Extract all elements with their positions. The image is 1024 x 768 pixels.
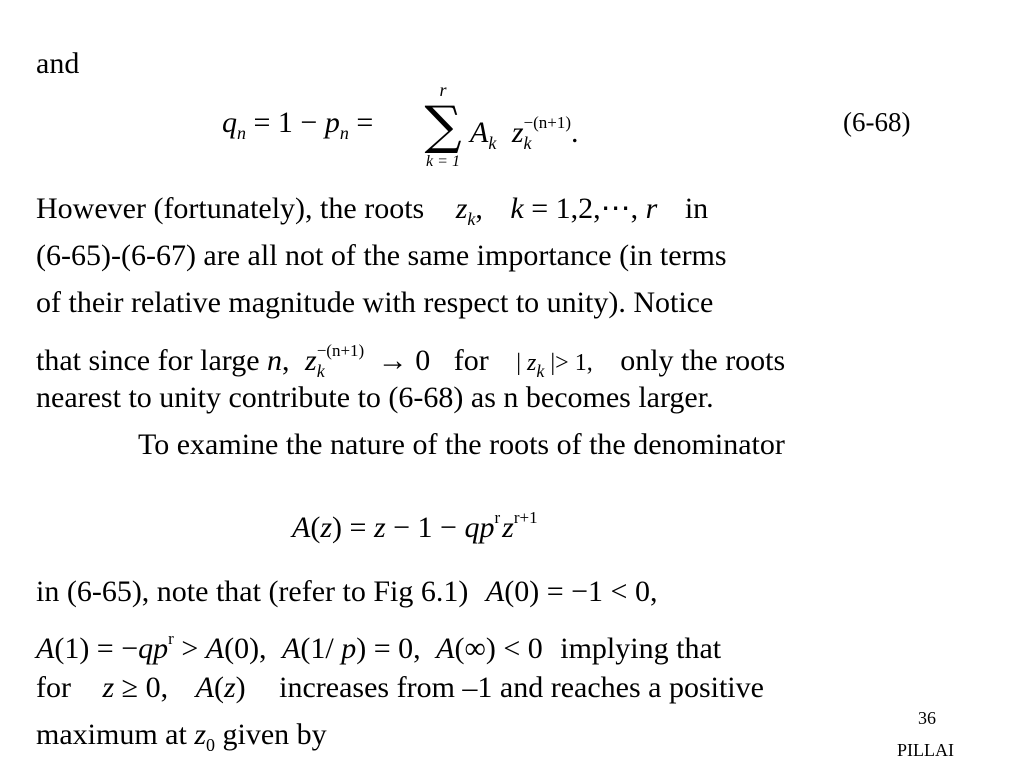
eq668-left: $q_n = 1 - p_n$ = bbox=[222, 106, 374, 143]
para1-line3: of their relative magnitude with respect to unity). Notice bbox=[36, 286, 714, 319]
author-label: PILLAI bbox=[897, 740, 954, 760]
page-number: 36 bbox=[918, 708, 936, 728]
para2-line3: for z ≥ 0, A(z) increases from –1 and reaches a positive bbox=[36, 671, 764, 704]
equation-number: (6-68) bbox=[843, 107, 911, 137]
para1-line2: (6-65)-(6-67) are all not of the same importance (in terms bbox=[36, 239, 727, 272]
para1-line4: that since for large n, $z_k^{-(n+1)} \to 0$ for | $z_k$ |> 1, only the roots bbox=[36, 341, 786, 381]
para2-line1: in (6-65), note that (refer to Fig 6.1) A(0) = −1 < 0, bbox=[36, 575, 658, 608]
equation-denominator: $A(z) = z - 1 - qp^rz^{r+1}$ bbox=[292, 508, 538, 544]
sigma-symbol: ∑ bbox=[424, 96, 462, 156]
para1-line6: To examine the nature of the roots of the denominator bbox=[138, 428, 785, 461]
para1-line5: nearest to unity contribute to (6-68) as n becomes larger. bbox=[36, 381, 714, 414]
para2-line2: $A(1) = -qp^r > A(0)$, A(1/ p) = 0, A(∞) < 0 implying that bbox=[36, 629, 722, 665]
summation: r ∑ k = 1 bbox=[424, 80, 462, 170]
eq668-right: $A_k$ $z_k^{-(n+1)}$. bbox=[470, 113, 579, 153]
para1-line1: However (fortunately), the roots $z_k$, k = 1,2,⋯, r in bbox=[36, 192, 709, 229]
text-and: and bbox=[36, 47, 80, 80]
para2-line4: maximum at $z_0$ given by bbox=[36, 718, 327, 755]
